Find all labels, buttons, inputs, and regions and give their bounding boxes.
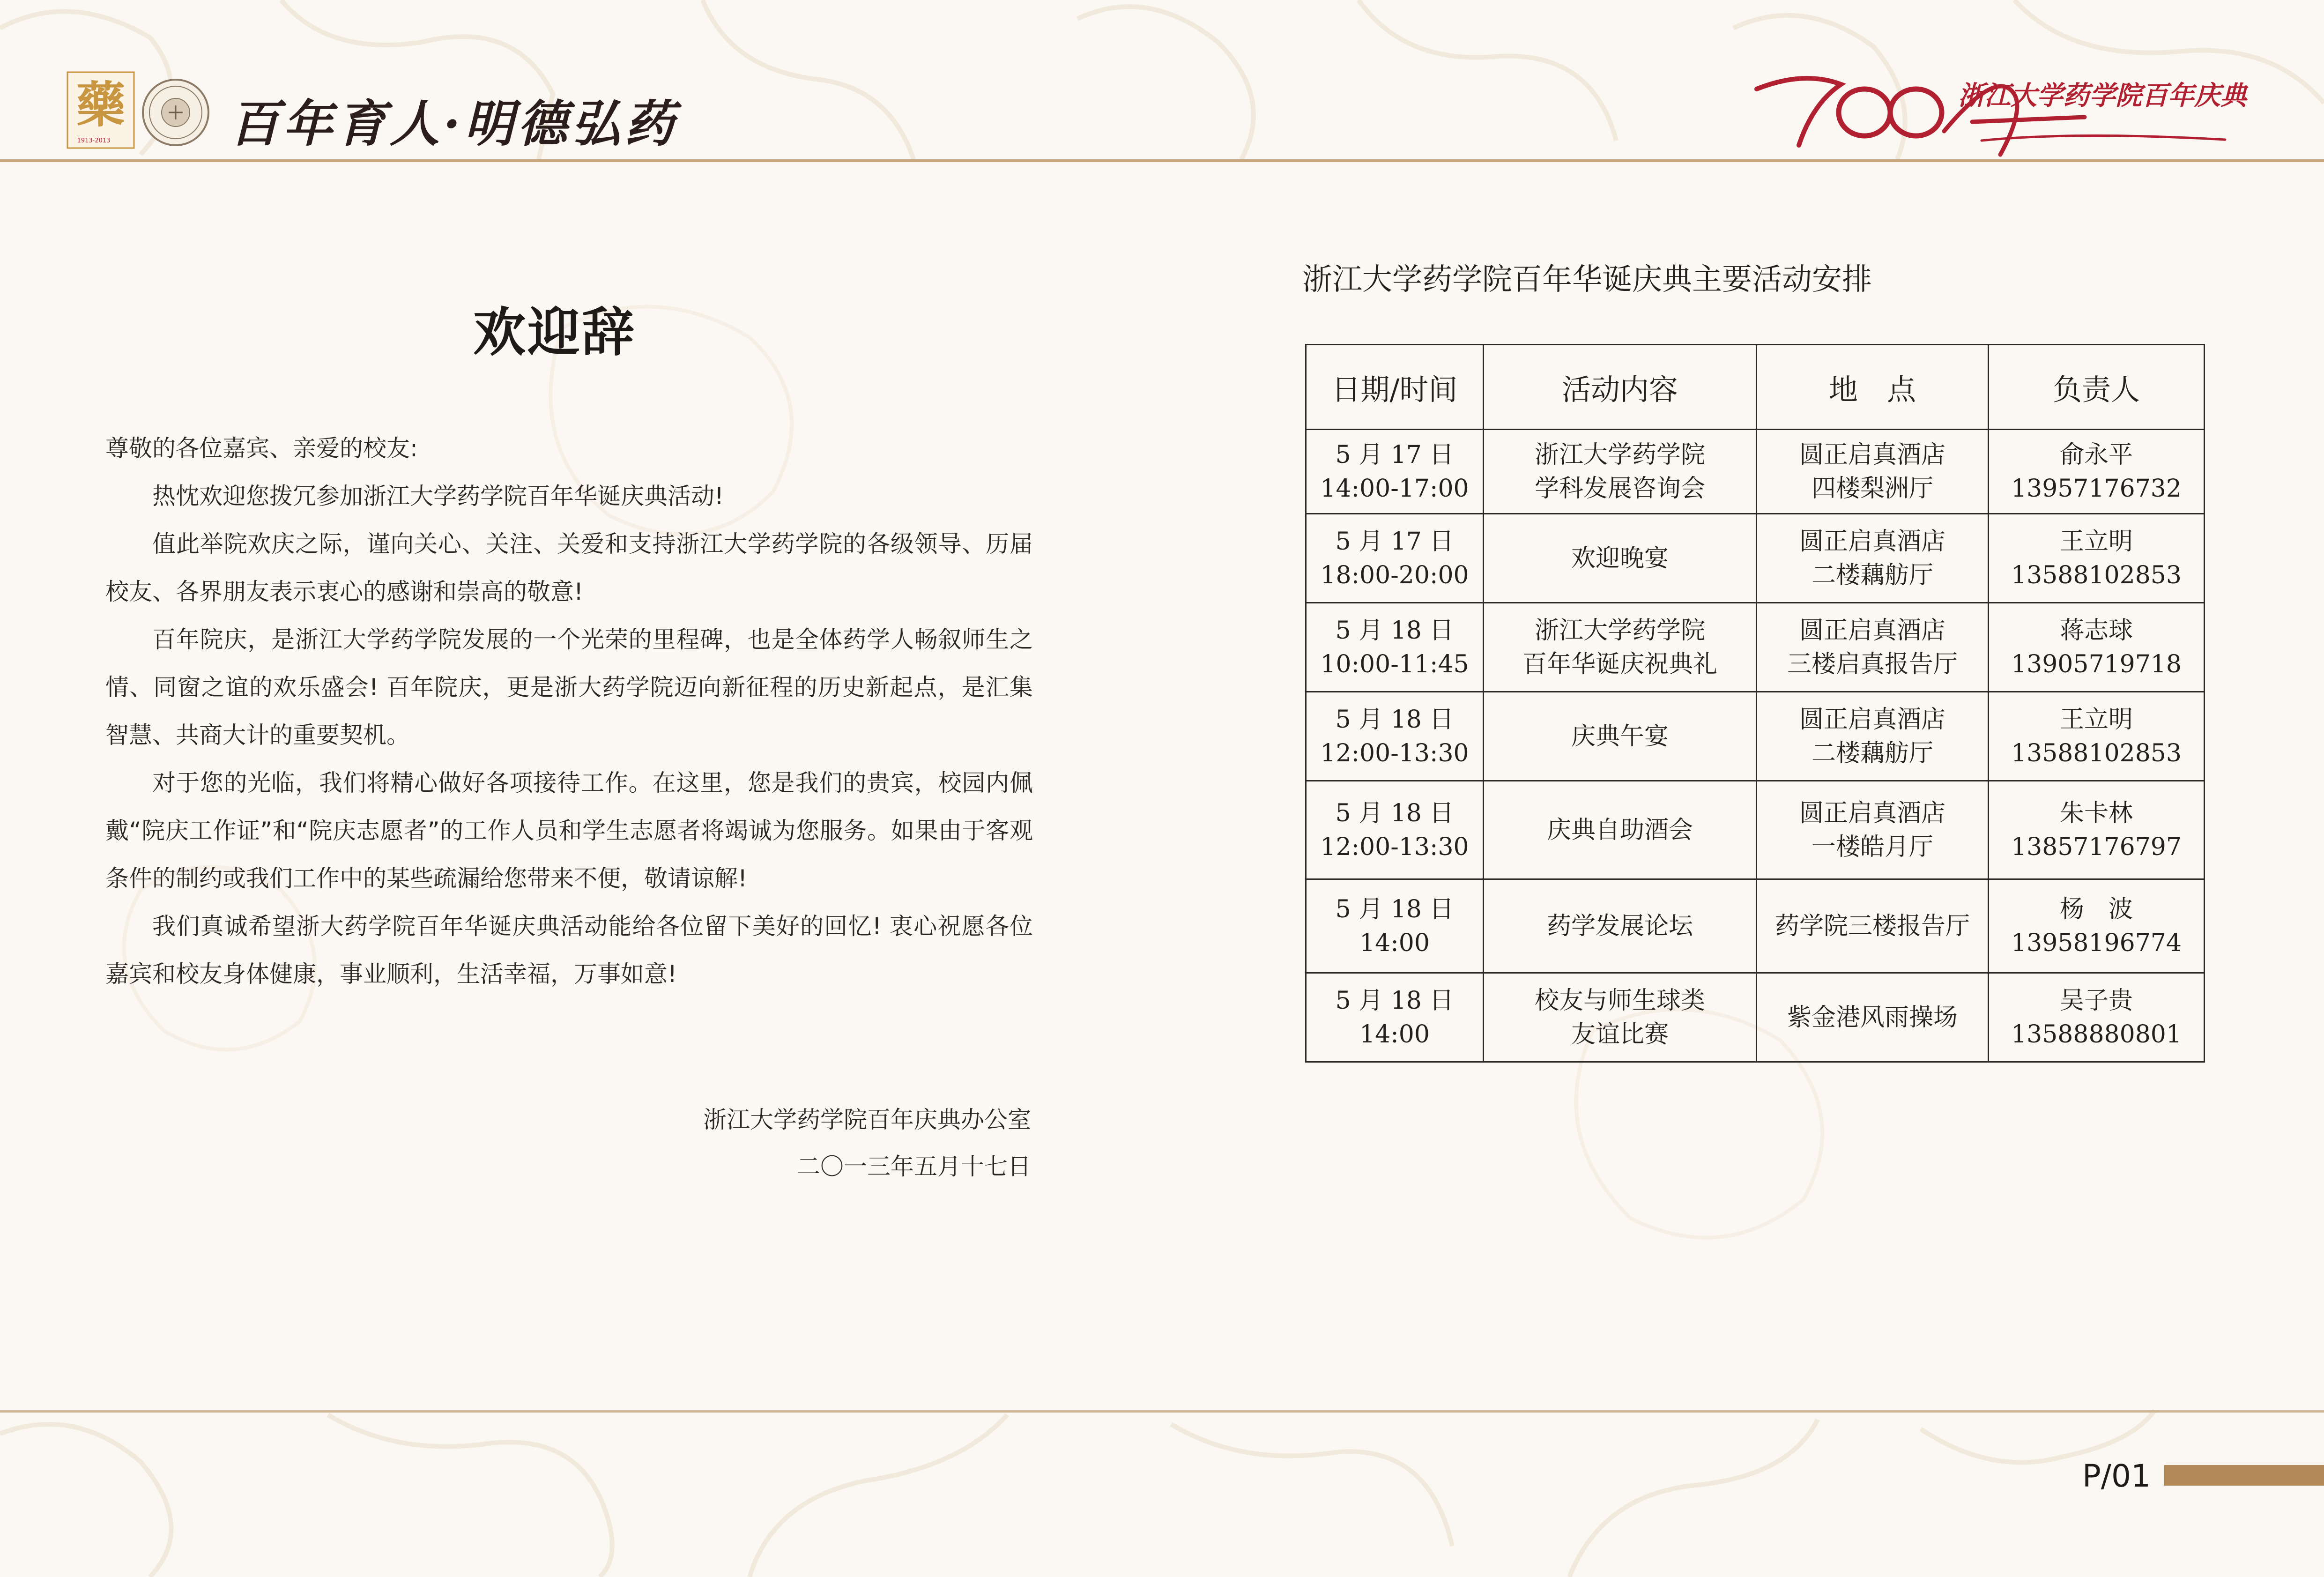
motto-calligraphy: 百年育人·明德弘药 [230, 94, 678, 153]
salutation: 尊敬的各位嘉宾、亲爱的校友: [105, 435, 418, 462]
welcome-letter [105, 424, 1033, 998]
cell-activity: 庆典午宴 [1484, 692, 1757, 781]
cell-contact: 朱卡林 13857176797 [1989, 781, 2205, 879]
cell-datetime: 5 月 17 日 14:00-17:00 [1306, 430, 1484, 514]
cell-datetime: 5 月 18 日 12:00-13:30 [1306, 692, 1484, 781]
page-header [0, 0, 2324, 161]
cell-venue: 圆正启真酒店 一楼皓月厅 [1757, 781, 1989, 879]
cell-venue: 圆正启真酒店 二楼藕舫厅 [1757, 514, 1989, 603]
cell-contact: 吴子贵 13588880801 [1989, 973, 2205, 1062]
column-header-activity: 活动内容 [1484, 345, 1757, 430]
emblem-glyph: 藥 [76, 76, 126, 134]
emblem-years: 1913-2013 [77, 137, 111, 144]
header-divider [0, 159, 2324, 162]
pharmacy-emblem-logo [66, 70, 136, 150]
letter-paragraph: 我们真诚希望浙大药学院百年华诞庆典活动能给各位留下美好的回忆! 衷心祝愿各位嘉宾和校友身体健康，事业顺利，生活幸福，万事如意! [105, 913, 1033, 988]
cell-contact: 杨 波 13958196774 [1989, 879, 2205, 973]
table-row [1306, 603, 2205, 692]
letter-paragraph: 值此举院欢庆之际，谨向关心、关注、关爱和支持浙江大学药学院的各级领导、历届校友、各界朋友表示衷心的感谢和崇高的敬意! [105, 530, 1033, 605]
schedule-title: 浙江大学药学院百年华诞庆典主要活动安排 [1302, 262, 1872, 297]
cell-datetime: 5 月 18 日 14:00 [1306, 879, 1484, 973]
table-header-row [1306, 345, 2205, 430]
cell-venue: 圆正启真酒店 三楼启真报告厅 [1757, 603, 1989, 692]
page-number: P/01 [2082, 1458, 2151, 1494]
column-header-contact: 负责人 [1989, 345, 2205, 430]
cell-venue: 紫金港风雨操场 [1757, 973, 1989, 1062]
footer-divider [0, 1410, 2324, 1413]
signature-date: 二〇一三年五月十七日 [797, 1153, 1031, 1180]
cell-contact: 蒋志球 13905719718 [1989, 603, 2205, 692]
cell-activity: 庆典自助酒会 [1484, 781, 1757, 879]
table-row [1306, 692, 2205, 781]
cell-contact: 俞永平 13957176732 [1989, 430, 2205, 514]
cell-venue: 圆正启真酒店 二楼藕舫厅 [1757, 692, 1989, 781]
university-seal-icon [141, 77, 211, 148]
cell-activity: 欢迎晚宴 [1484, 514, 1757, 603]
cell-venue: 圆正启真酒店 四楼梨洲厅 [1757, 430, 1989, 514]
table-row [1306, 430, 2205, 514]
table-row [1306, 973, 2205, 1062]
cell-activity: 药学发展论坛 [1484, 879, 1757, 973]
column-header-venue: 地 点 [1757, 345, 1989, 430]
cell-activity: 浙江大学药学院 学科发展咨询会 [1484, 430, 1757, 514]
table-row [1306, 514, 2205, 603]
letter-signoff [703, 1096, 1031, 1190]
cell-activity: 浙江大学药学院 百年华诞庆祝典礼 [1484, 603, 1757, 692]
welcome-title: 欢迎辞 [473, 302, 636, 363]
cell-datetime: 5 月 18 日 12:00-13:30 [1306, 781, 1484, 879]
cell-contact: 王立明 13588102853 [1989, 514, 2205, 603]
cell-activity: 校友与师生球类 友谊比赛 [1484, 973, 1757, 1062]
cell-datetime: 5 月 17 日 18:00-20:00 [1306, 514, 1484, 603]
page-number-bar [2164, 1465, 2324, 1486]
anniversary-title: 浙江大学药学院百年庆典 [1958, 80, 2247, 111]
activity-schedule-table [1305, 344, 2205, 1063]
letter-paragraph: 对于您的光临，我们将精心做好各项接待工作。在这里，您是我们的贵宾，校园内佩戴“院庆工作证”和“院庆志愿者”的工作人员和学生志愿者将竭诚为您服务。如果由于客观条件的制约或我们工作中的某些疏漏给您带来不便，敬请谅解! [105, 769, 1033, 892]
cell-venue: 药学院三楼报告厅 [1757, 879, 1989, 973]
signature-office: 浙江大学药学院百年庆典办公室 [703, 1106, 1031, 1133]
cell-datetime: 5 月 18 日 14:00 [1306, 973, 1484, 1062]
table-row [1306, 781, 2205, 879]
letter-paragraph: 热忱欢迎您拨冗参加浙江大学药学院百年华诞庆典活动! [152, 483, 724, 510]
cell-contact: 王立明 13588102853 [1989, 692, 2205, 781]
table-row [1306, 879, 2205, 973]
cell-datetime: 5 月 18 日 10:00-11:45 [1306, 603, 1484, 692]
column-header-date: 日期/时间 [1306, 345, 1484, 430]
letter-paragraph: 百年院庆，是浙江大学药学院发展的一个光荣的里程碑，也是全体药学人畅叙师生之情、同窗之谊的欢乐盛会! 百年院庆，更是浙大药学院迈向新征程的历史新起点，是汇集智慧、共商大计的重要契机。 [105, 626, 1033, 749]
